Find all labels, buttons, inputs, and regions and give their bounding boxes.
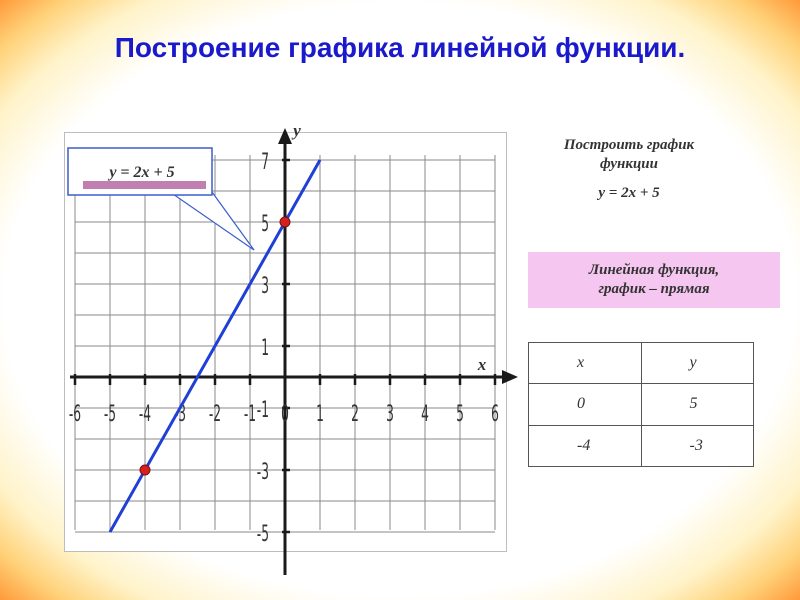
y-axis-arrow bbox=[278, 128, 292, 144]
cell-x: -4 bbox=[529, 425, 642, 466]
task-line-1: Построить график bbox=[563, 137, 695, 153]
page-title: Построение графика линейной функции. bbox=[114, 32, 686, 63]
header-y: y bbox=[641, 343, 754, 384]
y-tick-label: 5 bbox=[261, 211, 269, 238]
x-tick-label: 1 bbox=[316, 401, 324, 428]
y-tick-label: 7 bbox=[261, 149, 269, 176]
cell-x: 0 bbox=[529, 384, 642, 425]
y-tick-label: -3 bbox=[256, 459, 269, 486]
cell-y: -3 bbox=[641, 425, 754, 466]
x-tick-label: 3 bbox=[386, 401, 394, 428]
task-text bbox=[534, 136, 724, 203]
x-tick-label: -5 bbox=[103, 401, 117, 428]
callout-pointer bbox=[170, 192, 254, 250]
data-point bbox=[140, 465, 150, 475]
x-tick-label: 4 bbox=[421, 401, 429, 428]
fact-box bbox=[528, 252, 780, 308]
callout-formula: y = 2x + 5 bbox=[109, 164, 175, 181]
x-axis-arrow bbox=[502, 370, 518, 384]
x-tick-label: -3 bbox=[173, 401, 187, 428]
cell-y: 5 bbox=[641, 384, 754, 425]
y-tick-label: -1 bbox=[256, 397, 269, 424]
y-tick-label: 1 bbox=[261, 335, 269, 362]
data-point bbox=[280, 217, 290, 227]
x-tick-label: 5 bbox=[456, 401, 464, 428]
task-line-2: функции bbox=[600, 156, 658, 172]
callout-underline bbox=[83, 181, 206, 189]
table-header-row bbox=[529, 343, 754, 384]
y-axis-label: y bbox=[293, 121, 301, 140]
fact-line-2: график – прямая bbox=[598, 281, 710, 297]
values-table bbox=[528, 342, 754, 467]
y-tick-label: 3 bbox=[261, 273, 269, 300]
x-tick-label: -1 bbox=[243, 401, 257, 428]
table-row bbox=[529, 425, 754, 466]
x-tick-label: -4 bbox=[138, 401, 152, 428]
x-tick-label: 6 bbox=[491, 401, 499, 428]
x-tick-label: 0 bbox=[281, 401, 289, 428]
x-tick-label: -2 bbox=[208, 401, 222, 428]
formula-callout bbox=[68, 148, 254, 250]
x-tick-label: -6 bbox=[68, 401, 82, 428]
header-x: x bbox=[529, 343, 642, 384]
x-axis-label: x bbox=[477, 355, 487, 374]
table-row bbox=[529, 384, 754, 425]
fact-line-1: Линейная функция, bbox=[588, 262, 720, 278]
y-tick-label: -5 bbox=[256, 521, 269, 548]
task-formula: y = 2x + 5 bbox=[598, 185, 660, 201]
x-tick-label: 2 bbox=[351, 401, 359, 428]
